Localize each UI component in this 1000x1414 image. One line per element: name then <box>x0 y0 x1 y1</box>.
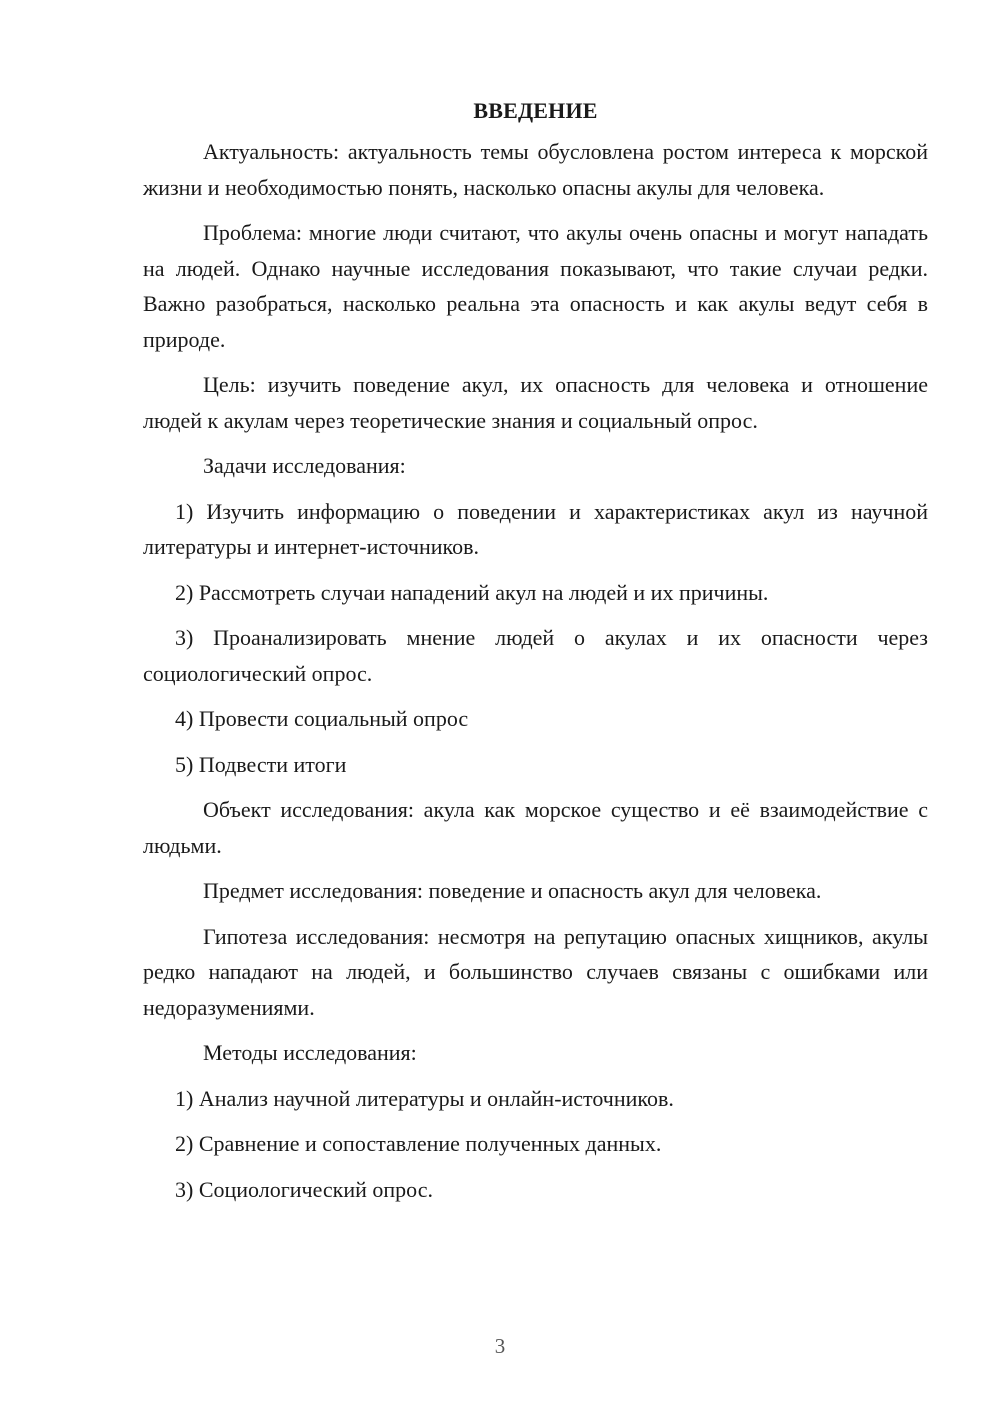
paragraph-relevance: Актуальность: актуальность темы обусловлена ростом интереса к морской жизни и необходимостью понять, насколько опасны акулы для человека. <box>143 139 928 200</box>
task-item-5: 5) Подвести итоги <box>175 751 347 777</box>
method-item-2: 2) Сравнение и сопоставление полученных данных. <box>175 1131 662 1156</box>
paragraph-methods-heading: Методы исследования: <box>203 1040 417 1065</box>
paragraph-tasks-heading: Задачи исследования: <box>203 453 406 478</box>
task-item-4: 4) Провести социальный опрос <box>175 706 469 731</box>
method-item-3: 3) Социологический опрос. <box>175 1176 433 1202</box>
section-title: ВВЕДЕНИЕ <box>473 98 598 123</box>
task-item-2: 2) Рассмотреть случаи нападений акул на людей и их причины. <box>175 579 769 605</box>
paragraph-object: Объект исследования: акула как морское существо и её взаимодействие с людьми. <box>143 797 928 858</box>
task-item-3: 3) Проанализировать мнение людей о акулах и их опасности через социологический опрос. <box>143 625 928 686</box>
page-number: 3 <box>494 1334 506 1358</box>
paragraph-subject: Предмет исследования: поведение и опасность акул для человека. <box>203 878 822 903</box>
paragraph-problem: Проблема: многие люди считают, что акулы очень опасны и могут нападать на людей. Однако научные исследования показывают, что такие случаи редки. Важно разобраться, насколько реальна эта опасность и как акулы ведут себя в природе. <box>143 220 928 352</box>
paragraph-hypothesis: Гипотеза исследования: несмотря на репутацию опасных хищников, акулы редко нападают на людей, и большинство случаев связаны с ошибками или недоразумениями. <box>143 923 928 1020</box>
method-item-1: 1) Анализ научной литературы и онлайн-источников. <box>175 1085 674 1111</box>
task-item-1: 1) Изучить информацию о поведении и характеристиках акул из научной литературы и интернет-источников. <box>143 498 928 559</box>
paragraph-goal: Цель: изучить поведение акул, их опасность для человека и отношение людей к акулам через теоретические знания и социальный опрос. <box>143 372 928 433</box>
page-content <box>143 96 928 1217</box>
